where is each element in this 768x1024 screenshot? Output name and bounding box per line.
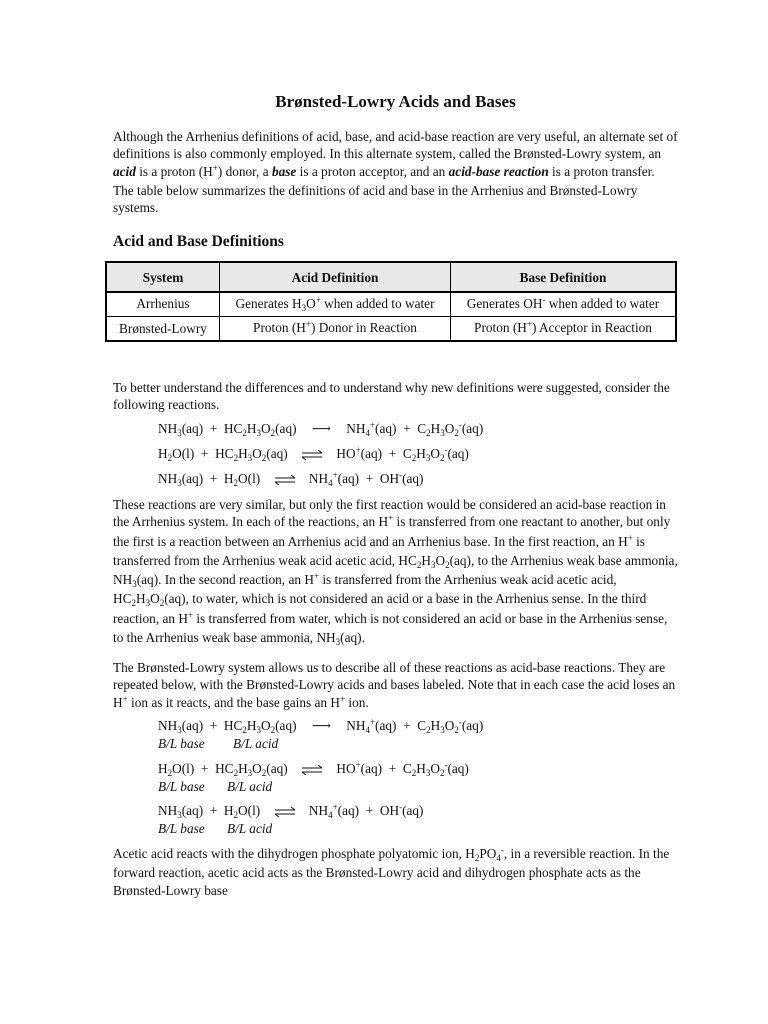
superscript: + [313,571,320,582]
para-text: (aq), to the Arrhenius weak base ammonia, NH [113,552,678,588]
chem-text: O [444,421,455,436]
superscript: + [122,693,128,704]
chem-text: (aq) [461,421,484,436]
equilibrium-arrow-icon [274,475,296,485]
subscript: 2 [439,453,445,463]
chem-text: NH [346,718,366,733]
term-acid-base-reaction: acid-base reaction [448,163,549,179]
chem-text: (aq) [447,446,469,461]
chem-text: (aq) [266,446,288,461]
paragraph-3 [113,496,678,648]
chem-text: O [252,761,262,776]
chem-text: H [421,552,431,568]
chem-text: (aq) [360,761,383,776]
subscript: 3 [177,810,182,820]
equation-3: $NH_3(aq) + H_2O(l) NH_4^+(aq) + OH^-(aq)$ [158,470,424,488]
cell-text: Generates OH [466,296,543,311]
intro-text: ) donor, a [217,163,272,179]
chem-text: (aq) [275,718,297,733]
intro-text: Although the Arrhenius definitions of acid, base, and acid-base reaction are very useful, an alternate set of definitions is also commonly employed. In this alternate system, called the Brønsted-Lowry system, an [113,129,678,162]
definitions-table [105,261,677,342]
subscript: 2 [416,559,422,570]
chem-text: H [135,591,146,607]
subscript: 2 [411,453,417,463]
chem-text: NH [346,421,366,436]
subscript: 3 [440,725,445,735]
chem-text: OH [379,471,400,486]
chem-text: (aq) [181,718,204,733]
chem-text: C [402,446,412,461]
chem-text: HC [223,718,243,733]
subscript: 3 [335,637,341,648]
intro-text: is a proton acceptor, and an [296,163,449,179]
cell-text: O [306,296,316,311]
label-bl-acid: B/L acid [227,821,273,836]
label-bl-base: B/L base [158,736,205,751]
para-text: Acetic acid reacts with the dihydrogen phosphate polyatomic ion, H [113,846,475,861]
para-text: is transferred from one reactant to another, but only the first is a reaction between an Arrhenius acid and an Arrhenius base. In the first reaction, an H [113,514,671,549]
chem-text: (l) [247,803,261,818]
para-text: ion as it reacts, and the base gains an H [127,694,341,710]
subscript: 2 [270,428,276,438]
subscript: 2 [261,768,267,778]
superscript: - [458,717,462,727]
subscript: 2 [411,768,417,778]
page-title: Brønsted-Lowry Acids and Bases [275,92,516,111]
chem-text: H [158,761,168,776]
chem-text: O [172,446,182,461]
chem-text: (aq) [181,471,204,486]
right-arrow-icon: ⟶ [311,421,331,436]
chem-text: O [252,446,262,461]
subscript: 3 [145,598,151,609]
cell-text: when added to water [545,296,660,311]
chem-text: C [417,718,427,733]
intro-text: is a proton (H [135,163,213,179]
chem-text: C [402,761,412,776]
equation-1: $NH_3(aq) + HC_2H_3O_2(aq)$ ⟶ $NH_4^+(aq) + C_2H_3O_2^-(aq)$ [158,420,484,438]
table-cell-acid [220,317,451,342]
term-acid: acid [113,163,136,179]
superscript: + [332,802,338,812]
subscript: 4 [496,853,501,863]
chem-text: O [261,718,271,733]
chem-text: (aq) [402,803,424,818]
chem-text: O [261,421,271,436]
chem-text: (aq) [375,421,397,436]
superscript: + [369,420,376,430]
table-row [106,317,676,342]
chem-text: NH [158,803,178,818]
superscript: + [332,470,338,480]
para-text: The Brønsted-Lowry system allows us to describe all of these reactions as acid-base reactions. They are repeated below, with the Brønsted-Lowry acids and bases labeled. Note that in each case the acid loses an H [113,660,676,710]
subscript: 2 [242,428,247,438]
subscript: 4 [328,478,333,488]
chem-text: O [238,803,248,818]
superscript: + [355,760,361,770]
superscript: - [458,420,462,430]
label-bl-acid: B/L acid [227,779,273,794]
term-base: base [271,163,297,179]
label-bl-base: B/L base [158,821,205,836]
para-text: (aq), to water, which is not considered an acid or a base in the Arrhenius sense. In the third reaction, an H [113,591,647,626]
subscript: 2 [233,810,239,820]
chem-text: (aq) [275,421,297,436]
superscript: + [388,513,394,524]
superscript: + [340,693,346,704]
chem-text: O [444,718,455,733]
chem-text: (aq) [337,803,360,818]
chem-text: H [158,446,168,461]
chem-text: H [430,718,441,733]
table-cell-base [451,317,677,342]
subscript: 2 [167,768,173,778]
chem-text: H [246,718,257,733]
label-bl-acid: B/L acid [233,736,279,751]
chem-text: O [430,761,440,776]
chem-text: O [150,591,160,607]
subscript: 2 [426,428,431,438]
paragraph-5 [113,845,678,899]
superscript: + [305,319,311,329]
subscript: 2 [261,453,267,463]
subscript: 3 [256,725,262,735]
para-text: is transferred from the Arrhenius weak acid acetic acid, HC [113,533,645,568]
cell-text: when added to water [320,296,435,311]
chem-text: HC [215,761,234,776]
subscript: 2 [233,478,239,488]
superscript: + [355,445,361,455]
superscript: + [526,319,532,329]
cell-text: Generates H [235,296,302,311]
chem-text: H [246,421,257,436]
chem-text: (l) [181,761,195,776]
subscript: 2 [439,768,445,778]
equilibrium-arrow-icon [301,765,323,775]
chem-text: H [238,761,248,776]
para-text: , in a reversible reaction. In the forward reaction, acetic acid acts as the Brønsted-Lowry acid and dihydrogen phosphate acts as the Brønsted-Lowry base [113,846,670,898]
para-text: (aq). [340,630,365,646]
chem-text: H [223,803,234,818]
subscript: 3 [301,303,307,313]
chem-text: O [238,471,248,486]
subscript: 4 [365,428,370,438]
subscript: 4 [328,810,333,820]
subscript: 2 [454,428,459,438]
subscript: 2 [270,725,276,735]
chem-text: (aq) [266,761,288,776]
superscript: - [500,845,504,855]
labeled-equation-2: $H_2O(l) + HC_2H_3O_2(aq) HO^+(aq) + C_2H_3O_2^-(aq)$ [158,760,469,778]
para-text: ion. [345,694,369,710]
chem-text: (aq) [402,471,424,486]
chem-text: (aq) [181,421,204,436]
subscript: 2 [233,453,239,463]
intro-text: is a proton transfer. The table below summarizes the definitions of acid and base in the Arrhenius and Brønsted-Lowry systems. [113,163,655,216]
subscript: 3 [430,559,436,570]
chem-text: NH [308,471,329,486]
subscript: 3 [425,768,431,778]
chem-text: O [172,761,182,776]
subscript: 3 [177,478,182,488]
superscript: + [627,532,633,543]
labeled-equation-1: $NH_3(aq) + HC_2H_3O_2(aq)$ ⟶ $NH_4^+(aq) + C_2H_3O_2^-(aq)$ [158,717,484,735]
table-cell-acid [220,292,451,317]
cell-text: ) Donor in Reaction [310,320,417,335]
subscript: 3 [256,428,262,438]
subscript: 3 [247,768,253,778]
equation-2: $H_2O(l) + HC_2H_3O_2(aq) HO^+(aq) + C_2H_3O_2^-(aq)$ [158,445,469,463]
chem-text: NH [158,471,178,486]
subscript: 3 [425,453,431,463]
chem-text: OH [379,803,400,818]
subscript: 2 [242,725,247,735]
subscript: 2 [167,453,173,463]
superscript: + [187,609,194,620]
table-header-row [106,262,676,292]
para-text: PO [479,846,497,861]
chem-text: H [416,761,426,776]
subscript: 2 [454,725,459,735]
chem-text: (aq) [360,446,383,461]
chem-text: H [223,471,234,486]
chem-text: H [430,421,441,436]
para-text: (aq). In the second reaction, an H [136,572,314,588]
label-bl-base: B/L base [158,779,205,794]
equilibrium-arrow-icon [301,450,323,460]
chem-text: O [345,446,356,461]
chem-text: HC [215,446,234,461]
superscript: - [399,470,403,480]
table-cell-base [451,292,677,317]
cell-text: ) Acceptor in Reaction [531,320,652,335]
chem-text: (aq) [337,471,360,486]
subscript: 3 [177,428,182,438]
chem-text: (aq) [447,761,469,776]
equilibrium-arrow-icon [274,807,296,817]
chem-text: H [416,446,426,461]
chem-text: NH [308,803,329,818]
para-text: These reactions are very similar, but only the first reaction would be considered an acid-base reaction in the Arrhenius system. In each of the reactions, an H [113,497,666,530]
table-header: Base Definition [451,262,677,292]
table-cell-system: Brønsted-Lowry [106,317,220,342]
chem-text: (l) [247,471,261,486]
subscript: 3 [132,579,137,590]
subscript: 2 [426,725,431,735]
para-text: is transferred from the Arrhenius weak acid acetic acid, HC [113,572,617,607]
chem-text: O [430,446,440,461]
table-row [106,292,676,317]
paragraph-4 [113,659,678,713]
subscript: 3 [177,725,182,735]
chem-text: (aq) [461,718,484,733]
chem-text: (aq) [181,803,204,818]
superscript: - [542,295,546,305]
chem-text: NH [158,718,178,733]
superscript: + [315,295,321,305]
table-cell-system: Arrhenius [106,292,220,317]
chem-text: NH [158,421,178,436]
superscript: + [369,717,376,727]
chem-text: (aq) [375,718,397,733]
table-header: Acid Definition [220,262,451,292]
subscript: 2 [233,768,239,778]
subscript: 4 [365,725,370,735]
subscript: 2 [131,598,136,609]
labeled-equation-3: $NH_3(aq) + H_2O(l) NH_4^+(aq) + OH^-(aq)$ [158,802,424,820]
superscript: - [444,445,448,455]
cell-text: Proton (H [474,320,527,335]
chem-text: H [336,761,346,776]
table-header: System [106,262,220,292]
chem-text: C [417,421,427,436]
chem-text: H [336,446,346,461]
chem-text: (l) [181,446,195,461]
section-heading: Acid and Base Definitions [113,233,284,250]
right-arrow-icon: ⟶ [311,718,331,733]
superscript: + [212,162,218,173]
paragraph-2: To better understand the differences and to understand why new definitions were suggested, consider the following reactions. [113,380,670,413]
superscript: - [444,760,448,770]
superscript: - [399,802,403,812]
intro-paragraph [113,128,678,216]
para-text: is transferred from water, which is not considered an acid or base in the Arrhenius sense, to the Arrhenius weak base ammonia, NH [113,610,668,646]
chem-text: O [345,761,356,776]
chem-text: O [435,552,446,568]
subscript: 2 [159,598,165,609]
cell-text: Proton (H [253,320,306,335]
chem-text: HC [223,421,243,436]
chem-text: H [238,446,248,461]
subscript: 2 [474,853,480,863]
subscript: 2 [445,559,450,570]
subscript: 3 [247,453,253,463]
subscript: 3 [440,428,445,438]
